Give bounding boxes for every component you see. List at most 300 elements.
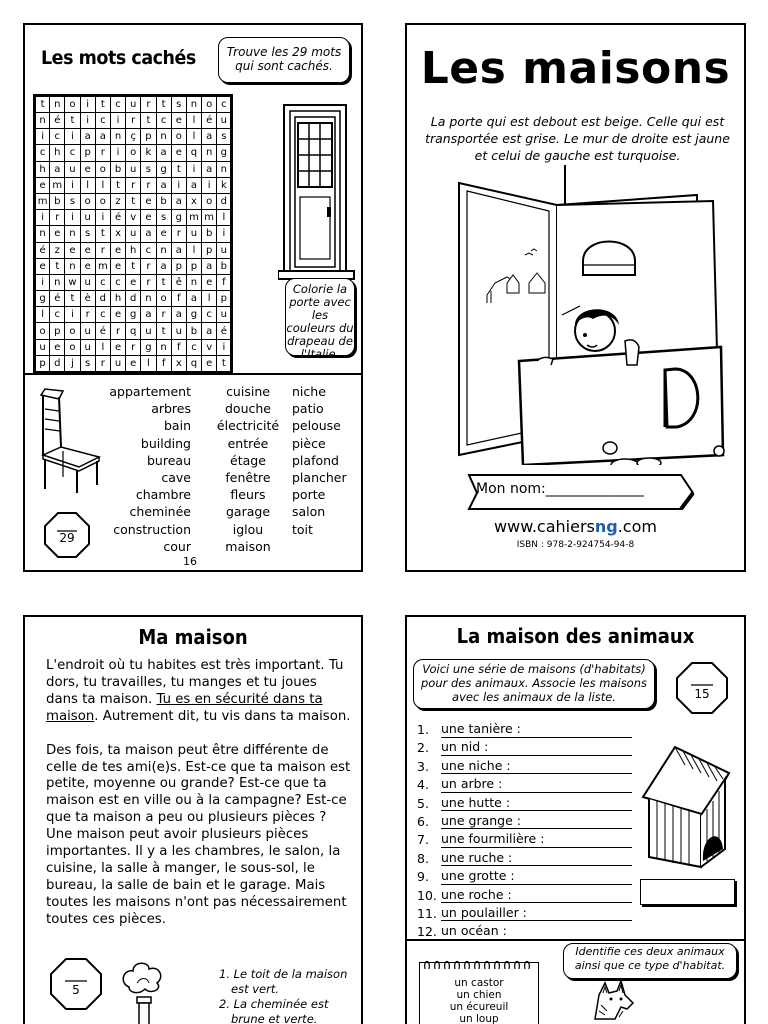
grid-cell[interactable]: n xyxy=(35,226,50,242)
grid-cell[interactable]: u xyxy=(80,210,95,226)
grid-cell[interactable]: c xyxy=(217,96,232,113)
habitat-answer-line[interactable]: une roche : xyxy=(441,887,632,904)
grid-cell[interactable]: g xyxy=(126,307,141,323)
grid-cell[interactable]: t xyxy=(217,355,232,372)
grid-cell[interactable]: c xyxy=(95,274,110,290)
grid-cell[interactable]: p xyxy=(171,258,186,274)
grid-cell[interactable]: c xyxy=(156,113,171,129)
grid-cell[interactable]: b xyxy=(110,161,125,177)
grid-cell[interactable]: t xyxy=(126,258,141,274)
grid-cell[interactable]: ê xyxy=(171,274,186,290)
word-list-item: douche xyxy=(225,401,271,417)
grid-cell[interactable]: h xyxy=(110,291,125,307)
grid-cell[interactable]: l xyxy=(35,307,50,323)
grid-cell[interactable]: a xyxy=(156,177,171,193)
grid-cell[interactable]: l xyxy=(217,210,232,226)
word-list-item: niche xyxy=(292,384,326,399)
grid-cell[interactable]: c xyxy=(95,113,110,129)
habitat-number: 10. xyxy=(417,887,437,903)
grid-cell[interactable]: é xyxy=(217,323,232,339)
grid-cell[interactable]: a xyxy=(202,129,217,145)
grid-cell[interactable]: e xyxy=(171,113,186,129)
habitat-number: 5. xyxy=(417,795,429,811)
grid-cell[interactable]: r xyxy=(95,355,110,372)
habitat-number: 12. xyxy=(417,924,437,940)
grid-cell[interactable]: e xyxy=(110,339,125,355)
grid-cell[interactable]: i xyxy=(35,210,50,226)
habitat-row[interactable] xyxy=(417,905,632,923)
grid-cell[interactable]: k xyxy=(217,177,232,193)
grid-cell[interactable]: c xyxy=(50,307,65,323)
grid-cell[interactable]: g xyxy=(171,210,186,226)
grid-cell[interactable]: o xyxy=(35,323,50,339)
website-link[interactable] xyxy=(407,517,744,536)
grid-cell[interactable]: e xyxy=(50,226,65,242)
grid-cell[interactable]: e xyxy=(110,242,125,258)
grid-cell[interactable]: t xyxy=(156,96,171,113)
habitat-number: 11. xyxy=(417,905,437,921)
grid-cell[interactable]: g xyxy=(141,339,156,355)
grid-cell[interactable]: a xyxy=(171,307,186,323)
grid-cell[interactable]: n xyxy=(50,274,65,290)
grid-cell[interactable]: a xyxy=(171,242,186,258)
grid-cell[interactable]: n xyxy=(156,129,171,145)
grid-cell[interactable]: w xyxy=(65,274,80,290)
grid-cell[interactable]: t xyxy=(95,226,110,242)
word-list-item: building xyxy=(140,435,191,451)
grid-cell[interactable]: u xyxy=(35,339,50,355)
grid-cell[interactable]: i xyxy=(110,145,125,161)
animal-list-item: un écureuil xyxy=(449,1001,509,1013)
grid-cell[interactable]: r xyxy=(141,258,156,274)
habitat-row[interactable] xyxy=(417,831,632,849)
statements-list xyxy=(219,967,359,1024)
grid-cell[interactable]: g xyxy=(217,145,232,161)
chimney-smoke-icon xyxy=(115,957,175,1024)
grid-cell[interactable]: i xyxy=(65,129,80,145)
grid-cell[interactable]: i xyxy=(110,113,125,129)
habitat-row[interactable] xyxy=(417,850,632,868)
grid-cell[interactable]: t xyxy=(65,291,80,307)
grid-cell[interactable]: a xyxy=(202,258,217,274)
grid-cell[interactable]: p xyxy=(50,323,65,339)
grid-cell[interactable]: n xyxy=(186,96,201,113)
grid-cell[interactable]: d xyxy=(95,291,110,307)
grid-cell[interactable]: u xyxy=(186,226,201,242)
grid-cell[interactable]: d xyxy=(126,291,141,307)
grid-cell[interactable]: e xyxy=(156,226,171,242)
grid-cell[interactable]: s xyxy=(156,210,171,226)
grid-cell[interactable]: p xyxy=(35,355,50,372)
grid-cell[interactable]: e xyxy=(65,242,80,258)
grid-cell[interactable]: r xyxy=(80,307,95,323)
grid-cell[interactable]: o xyxy=(156,291,171,307)
word-list-column-1 xyxy=(85,383,191,555)
grid-cell[interactable]: c xyxy=(110,274,125,290)
grid-cell[interactable]: c xyxy=(95,307,110,323)
grid-cell[interactable]: é xyxy=(95,323,110,339)
grid-cell[interactable]: n xyxy=(186,274,201,290)
habitat-answer-line[interactable]: une tanière : xyxy=(441,721,632,738)
grid-cell[interactable]: r xyxy=(126,339,141,355)
grid-row xyxy=(35,210,232,226)
grid-cell[interactable]: n xyxy=(217,161,232,177)
grid-cell[interactable]: n xyxy=(35,113,50,129)
my-house-text xyxy=(46,658,352,946)
grid-cell[interactable]: i xyxy=(217,226,232,242)
grid-cell[interactable]: t xyxy=(65,113,80,129)
grid-cell[interactable]: u xyxy=(141,323,156,339)
grid-cell[interactable]: u xyxy=(126,96,141,113)
grid-cell[interactable]: o xyxy=(95,193,110,209)
grid-row xyxy=(35,274,232,290)
score-octagon xyxy=(49,957,103,1011)
grid-cell[interactable]: t xyxy=(156,323,171,339)
grid-cell[interactable]: u xyxy=(171,323,186,339)
grid-cell[interactable]: h xyxy=(50,145,65,161)
grid-cell[interactable]: c xyxy=(141,242,156,258)
answer-box[interactable] xyxy=(640,879,735,905)
grid-cell[interactable]: x xyxy=(186,193,201,209)
grid-cell[interactable]: s xyxy=(171,96,186,113)
grid-cell[interactable]: o xyxy=(65,96,80,113)
grid-cell[interactable]: n xyxy=(141,291,156,307)
grid-cell[interactable]: s xyxy=(80,226,95,242)
grid-cell[interactable]: u xyxy=(217,242,232,258)
grid-cell[interactable]: o xyxy=(65,339,80,355)
grid-cell[interactable]: l xyxy=(80,177,95,193)
grid-cell[interactable]: v xyxy=(126,210,141,226)
grid-cell[interactable]: q xyxy=(126,323,141,339)
grid-cell[interactable]: t xyxy=(110,177,125,193)
grid-cell[interactable]: m xyxy=(35,193,50,209)
word-list-item: bain xyxy=(164,418,191,434)
grid-cell[interactable]: r xyxy=(141,96,156,113)
grid-cell[interactable]: t xyxy=(35,96,50,113)
grid-cell[interactable]: t xyxy=(156,274,171,290)
score-octagon xyxy=(675,661,729,715)
habitat-row[interactable] xyxy=(417,813,632,831)
grid-cell[interactable]: u xyxy=(217,113,232,129)
notepad-rings-icon xyxy=(419,957,539,974)
grid-cell[interactable]: o xyxy=(95,161,110,177)
grid-cell[interactable]: t xyxy=(126,193,141,209)
cover-intro: La porte qui est debout est beige. Celle qui est transportée est grise. Le mur de droite est jaune et celui de gauche est turquoise. xyxy=(425,114,730,163)
grid-cell[interactable]: h xyxy=(126,242,141,258)
grid-cell[interactable]: c xyxy=(186,339,201,355)
grid-cell[interactable]: c xyxy=(65,145,80,161)
grid-cell[interactable]: i xyxy=(65,307,80,323)
animal-homes-title: La maison des animaux xyxy=(456,624,695,648)
grid-cell[interactable]: u xyxy=(80,339,95,355)
paragraph-1 xyxy=(46,658,352,726)
grid-cell[interactable]: q xyxy=(186,355,201,372)
grid-cell[interactable]: c xyxy=(110,96,125,113)
grid-cell[interactable]: o xyxy=(65,323,80,339)
grid-cell[interactable]: s xyxy=(65,193,80,209)
grid-cell[interactable]: z xyxy=(50,242,65,258)
grid-cell[interactable]: i xyxy=(95,210,110,226)
grid-row xyxy=(35,177,232,193)
grid-cell[interactable]: r xyxy=(156,307,171,323)
grid-cell[interactable]: e xyxy=(171,145,186,161)
grid-cell[interactable]: t xyxy=(171,161,186,177)
grid-cell[interactable]: c xyxy=(50,129,65,145)
word-list-item: cave xyxy=(161,470,191,486)
grid-cell[interactable]: l xyxy=(186,129,201,145)
grid-cell[interactable]: n xyxy=(50,96,65,113)
grid-cell[interactable]: f xyxy=(171,291,186,307)
grid-cell[interactable]: s xyxy=(80,355,95,372)
grid-cell[interactable]: e xyxy=(126,355,141,372)
grid-row xyxy=(35,323,232,339)
grid-cell[interactable]: i xyxy=(186,161,201,177)
grid-cell[interactable]: p xyxy=(141,129,156,145)
name-field[interactable]: Mon nom:______________ xyxy=(476,481,644,497)
grid-cell[interactable]: l xyxy=(95,339,110,355)
grid-cell[interactable]: r xyxy=(110,323,125,339)
grid-row xyxy=(35,226,232,242)
word-list-item: pelouse xyxy=(292,418,341,434)
panel-hidden-words xyxy=(23,23,363,572)
habitat-answer-line[interactable]: une grange : xyxy=(441,813,632,830)
animal-list xyxy=(419,977,539,1024)
grid-cell[interactable]: h xyxy=(35,161,50,177)
habitat-answer-line[interactable]: une hutte : xyxy=(441,795,632,812)
grid-cell[interactable]: b xyxy=(156,193,171,209)
grid-cell[interactable]: p xyxy=(217,291,232,307)
grid-cell[interactable]: a xyxy=(156,145,171,161)
grid-cell[interactable]: x xyxy=(110,226,125,242)
grid-cell[interactable]: m xyxy=(186,210,201,226)
habitat-row[interactable] xyxy=(417,887,632,905)
grid-cell[interactable]: r xyxy=(95,242,110,258)
grid-cell[interactable]: f xyxy=(156,355,171,372)
grid-cell[interactable]: o xyxy=(126,145,141,161)
grid-cell[interactable]: e xyxy=(110,258,125,274)
grid-cell[interactable]: è xyxy=(80,291,95,307)
word-search-grid[interactable] xyxy=(33,94,233,374)
grid-cell[interactable]: b xyxy=(217,258,232,274)
door-icon xyxy=(278,103,358,283)
grid-cell[interactable]: l xyxy=(202,291,217,307)
grid-cell[interactable]: u xyxy=(126,161,141,177)
grid-cell[interactable]: i xyxy=(217,339,232,355)
grid-cell[interactable]: b xyxy=(50,193,65,209)
grid-cell[interactable]: a xyxy=(171,193,186,209)
grid-cell[interactable]: j xyxy=(65,355,80,372)
grid-cell[interactable]: i xyxy=(35,274,50,290)
grid-cell[interactable]: r xyxy=(126,113,141,129)
grid-cell[interactable]: a xyxy=(80,129,95,145)
habitat-answer-line[interactable]: un océan : xyxy=(441,923,632,940)
grid-cell[interactable]: r xyxy=(171,226,186,242)
habitat-answer-line[interactable]: une niche : xyxy=(441,758,632,775)
grid-cell[interactable]: x xyxy=(171,355,186,372)
grid-cell[interactable]: r xyxy=(126,177,141,193)
grid-cell[interactable]: e xyxy=(110,307,125,323)
panel-my-house xyxy=(23,615,363,1024)
color-instruction: Colorie la porte avec les couleurs du drapeau de l'Italie. xyxy=(285,278,355,356)
grid-cell[interactable]: d xyxy=(50,355,65,372)
grid-cell[interactable]: l xyxy=(186,242,201,258)
grid-cell[interactable]: p xyxy=(80,145,95,161)
grid-cell[interactable]: a xyxy=(202,161,217,177)
grid-cell[interactable]: p xyxy=(186,258,201,274)
habitat-answer-line[interactable]: une ruche : xyxy=(441,850,632,867)
grid-cell[interactable]: l xyxy=(141,355,156,372)
habitat-row[interactable] xyxy=(417,758,632,776)
word-list-item: pièce xyxy=(292,435,326,451)
habitat-answer-line[interactable]: un arbre : xyxy=(441,776,632,793)
grid-cell[interactable]: e xyxy=(35,177,50,193)
grid-cell[interactable]: i xyxy=(80,113,95,129)
grid-cell[interactable]: d xyxy=(217,193,232,209)
divider xyxy=(407,939,744,941)
grid-cell[interactable]: n xyxy=(156,242,171,258)
word-list-item: cour xyxy=(163,538,191,554)
animal-homes-instruction: Voici une série de maisons (d'habitats) pour des animaux. Associe les maisons avec les animaux de la liste. xyxy=(413,659,655,709)
grid-cell[interactable]: u xyxy=(110,355,125,372)
grid-cell[interactable]: e xyxy=(141,193,156,209)
grid-cell[interactable]: r xyxy=(141,274,156,290)
grid-cell[interactable]: a xyxy=(186,177,201,193)
grid-cell[interactable]: é xyxy=(50,113,65,129)
grid-cell[interactable]: b xyxy=(202,226,217,242)
grid-cell[interactable]: e xyxy=(80,258,95,274)
habitat-number: 3. xyxy=(417,758,429,774)
paragraph-2: Des fois, ta maison peut être différente de celle de tes ami(e)s. Est-ce que ta maison est petite, moyenne ou grande? Est-ce que ta maison est en ville ou à la campagne? Est-ce que ta maison a peu ou plusieurs pièces ? Une maison peut avoir plusieurs pièces importantes. Il y a les chambres, le salon, la cuisine, la salle à manger, le sous-sol, le bureau, la salle de bain et le garage. Mais toutes les maisons n'ont pas nécessairement toutes ces pièces. xyxy=(46,742,351,927)
grid-cell[interactable]: e xyxy=(202,274,217,290)
habitat-number: 2. xyxy=(417,740,429,756)
grid-cell[interactable]: o xyxy=(80,193,95,209)
hidden-words-instruction: Trouve les 29 mots qui sont cachés. xyxy=(218,37,350,83)
word-list-item: toit xyxy=(292,521,313,537)
grid-cell[interactable]: c xyxy=(35,145,50,161)
grid-cell[interactable]: l xyxy=(95,177,110,193)
grid-cell[interactable]: e xyxy=(202,355,217,372)
habitat-row[interactable] xyxy=(417,739,632,757)
word-list-item: garage xyxy=(225,504,271,520)
grid-cell[interactable]: v xyxy=(202,339,217,355)
word-list-item: fleurs xyxy=(230,487,266,503)
grid-cell[interactable]: g xyxy=(186,307,201,323)
grid-cell[interactable]: q xyxy=(186,145,201,161)
grid-cell[interactable]: t xyxy=(95,96,110,113)
grid-cell[interactable]: e xyxy=(141,210,156,226)
habitat-answer-line[interactable]: un poulailler : xyxy=(441,905,632,922)
grid-cell[interactable]: e xyxy=(80,242,95,258)
habitat-answer-line[interactable]: un nid : xyxy=(441,739,632,756)
grid-cell[interactable]: s xyxy=(141,161,156,177)
grid-cell[interactable]: m xyxy=(202,210,217,226)
word-list-item: plancher xyxy=(292,470,347,486)
word-list-item: arbres xyxy=(151,401,191,417)
grid-cell[interactable]: r xyxy=(141,177,156,193)
grid-cell[interactable]: a xyxy=(95,129,110,145)
grid-cell[interactable]: a xyxy=(141,226,156,242)
grid-cell[interactable]: e xyxy=(80,161,95,177)
grid-row xyxy=(35,258,232,274)
grid-cell[interactable]: u xyxy=(65,161,80,177)
habitat-row[interactable] xyxy=(417,721,632,739)
grid-cell[interactable]: a xyxy=(156,258,171,274)
grid-cell[interactable]: n xyxy=(65,226,80,242)
grid-cell[interactable]: o xyxy=(202,96,217,113)
grid-cell[interactable]: n xyxy=(110,129,125,145)
grid-cell[interactable]: é xyxy=(110,210,125,226)
grid-cell[interactable]: g xyxy=(156,161,171,177)
grid-cell[interactable]: i xyxy=(35,129,50,145)
grid-cell[interactable]: k xyxy=(141,145,156,161)
site-brand: ng xyxy=(594,517,618,536)
grid-cell[interactable]: r xyxy=(50,210,65,226)
grid-cell[interactable]: i xyxy=(202,177,217,193)
habitat-row[interactable] xyxy=(417,868,632,886)
grid-cell[interactable]: t xyxy=(141,113,156,129)
grid-cell[interactable]: e xyxy=(126,274,141,290)
grid-cell[interactable]: u xyxy=(80,323,95,339)
word-list-item: bureau xyxy=(147,452,191,468)
grid-cell[interactable]: t xyxy=(50,258,65,274)
grid-cell[interactable]: l xyxy=(186,113,201,129)
grid-cell[interactable]: i xyxy=(80,96,95,113)
grid-cell[interactable]: m xyxy=(50,177,65,193)
grid-cell[interactable]: é xyxy=(50,291,65,307)
habitat-row[interactable] xyxy=(417,795,632,813)
grid-cell[interactable]: n xyxy=(65,258,80,274)
grid-cell[interactable]: i xyxy=(65,210,80,226)
grid-cell[interactable]: p xyxy=(202,242,217,258)
grid-cell[interactable]: é xyxy=(35,242,50,258)
grid-cell[interactable]: u xyxy=(126,226,141,242)
grid-cell[interactable]: ç xyxy=(126,129,141,145)
grid-cell[interactable]: a xyxy=(50,161,65,177)
word-list-item: électricité xyxy=(216,418,280,434)
divider xyxy=(25,373,361,375)
grid-cell[interactable]: a xyxy=(202,323,217,339)
grid-cell[interactable]: a xyxy=(141,307,156,323)
grid-cell[interactable]: r xyxy=(95,145,110,161)
grid-cell[interactable]: n xyxy=(156,339,171,355)
grid-cell[interactable]: s xyxy=(217,129,232,145)
grid-cell[interactable]: u xyxy=(80,274,95,290)
grid-cell[interactable]: f xyxy=(217,274,232,290)
grid-cell[interactable]: o xyxy=(202,193,217,209)
grid-cell[interactable]: o xyxy=(171,129,186,145)
grid-cell[interactable]: e xyxy=(35,258,50,274)
grid-cell[interactable]: b xyxy=(186,323,201,339)
grid-cell[interactable]: e xyxy=(50,339,65,355)
grid-cell[interactable]: g xyxy=(35,291,50,307)
habitat-answer-line[interactable]: une fourmilière : xyxy=(441,831,632,848)
grid-cell[interactable]: c xyxy=(202,307,217,323)
grid-cell[interactable]: z xyxy=(110,193,125,209)
word-list-item: chambre xyxy=(135,487,191,503)
habitat-answer-line[interactable]: une grotte : xyxy=(441,868,632,885)
grid-cell[interactable]: i xyxy=(171,177,186,193)
habitat-row[interactable] xyxy=(417,776,632,794)
grid-cell[interactable]: f xyxy=(171,339,186,355)
grid-cell[interactable]: n xyxy=(202,145,217,161)
grid-cell[interactable]: é xyxy=(202,113,217,129)
grid-cell[interactable]: i xyxy=(65,177,80,193)
wolf-icon xyxy=(585,979,645,1023)
grid-cell[interactable]: a xyxy=(186,291,201,307)
grid-cell[interactable]: m xyxy=(95,258,110,274)
word-list-item: salon xyxy=(292,504,326,520)
grid-cell[interactable]: u xyxy=(217,307,232,323)
